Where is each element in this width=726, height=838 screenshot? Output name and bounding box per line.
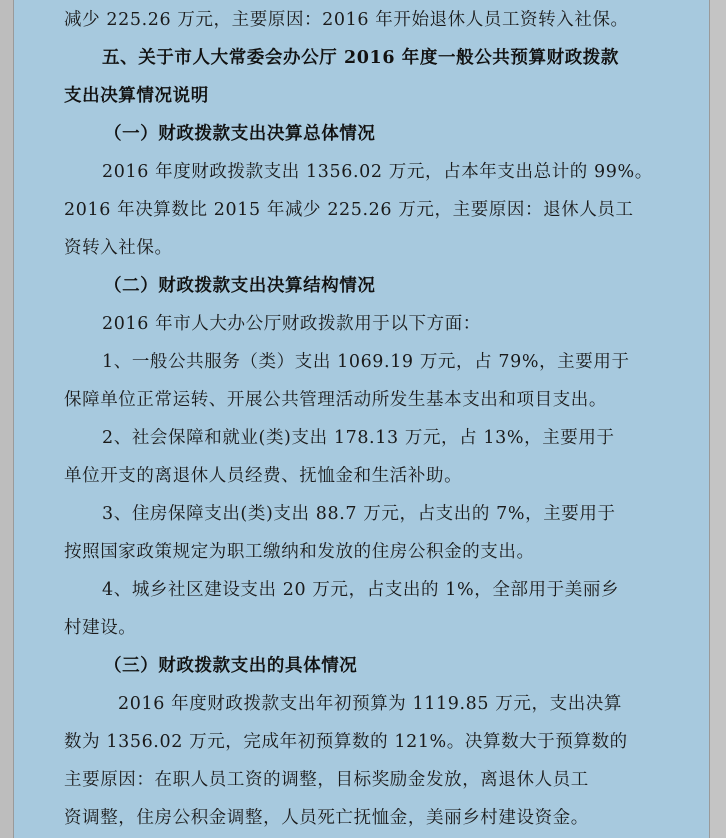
- list-item-line: 2、社会保障和就业(类)支出 178.13 万元，占 13%，主要用于: [102, 428, 615, 448]
- paragraph-line: 2016 年决算数比 2015 年减少 225.26 万元，主要原因：退休人员工: [64, 200, 634, 220]
- list-item-line: 保障单位正常运转、开展公共管理活动所发生基本支出和项目支出。: [64, 390, 607, 410]
- list-item-line: 按照国家政策规定为职工缴纳和发放的住房公积金的支出。: [64, 542, 535, 562]
- section-heading: 五、关于市人大常委会办公厅 2016 年度一般公共预算财政拨款: [102, 48, 619, 68]
- section-heading-continued: 支出决算情况说明: [64, 86, 209, 106]
- subsection-heading: （二）财政拨款支出决算结构情况: [104, 276, 376, 296]
- paragraph-line: 2016 年度财政拨款支出年初预算为 1119.85 万元，支出决算: [118, 694, 622, 714]
- paragraph-line: 2016 年市人大办公厅财政拨款用于以下方面：: [102, 314, 481, 334]
- viewer-margin: [0, 0, 13, 838]
- paragraph-line: 资转入社保。: [64, 238, 173, 258]
- list-item-line: 村建设。: [64, 618, 137, 638]
- paragraph-line: 数为 1356.02 万元，完成年初预算数的 121%。决算数大于预算数的: [64, 732, 628, 752]
- list-item-line: 单位开支的离退休人员经费、抚恤金和生活补助。: [64, 466, 463, 486]
- paragraph-line: 资调整，住房公积金调整，人员死亡抚恤金，美丽乡村建设资金。: [64, 808, 589, 828]
- list-item-line: 3、住房保障支出(类)支出 88.7 万元，占支出的 7%，主要用于: [102, 504, 616, 524]
- subsection-heading: （三）财政拨款支出的具体情况: [104, 656, 358, 676]
- paragraph-line: 2016 年度财政拨款支出 1356.02 万元，占本年支出总计的 99%。: [102, 162, 653, 182]
- paragraph-line: 主要原因：在职人员工资的调整，目标奖励金发放，离退休人员工: [64, 770, 589, 790]
- subsection-heading: （一）财政拨款支出决算总体情况: [104, 124, 376, 144]
- text-line: 减少 225.26 万元，主要原因：2016 年开始退休人员工资转入社保。: [64, 10, 629, 30]
- list-item-line: 1、一般公共服务（类）支出 1069.19 万元，占 79%，主要用于: [102, 352, 630, 372]
- list-item-line: 4、城乡社区建设支出 20 万元，占支出的 1%，全部用于美丽乡: [102, 580, 620, 600]
